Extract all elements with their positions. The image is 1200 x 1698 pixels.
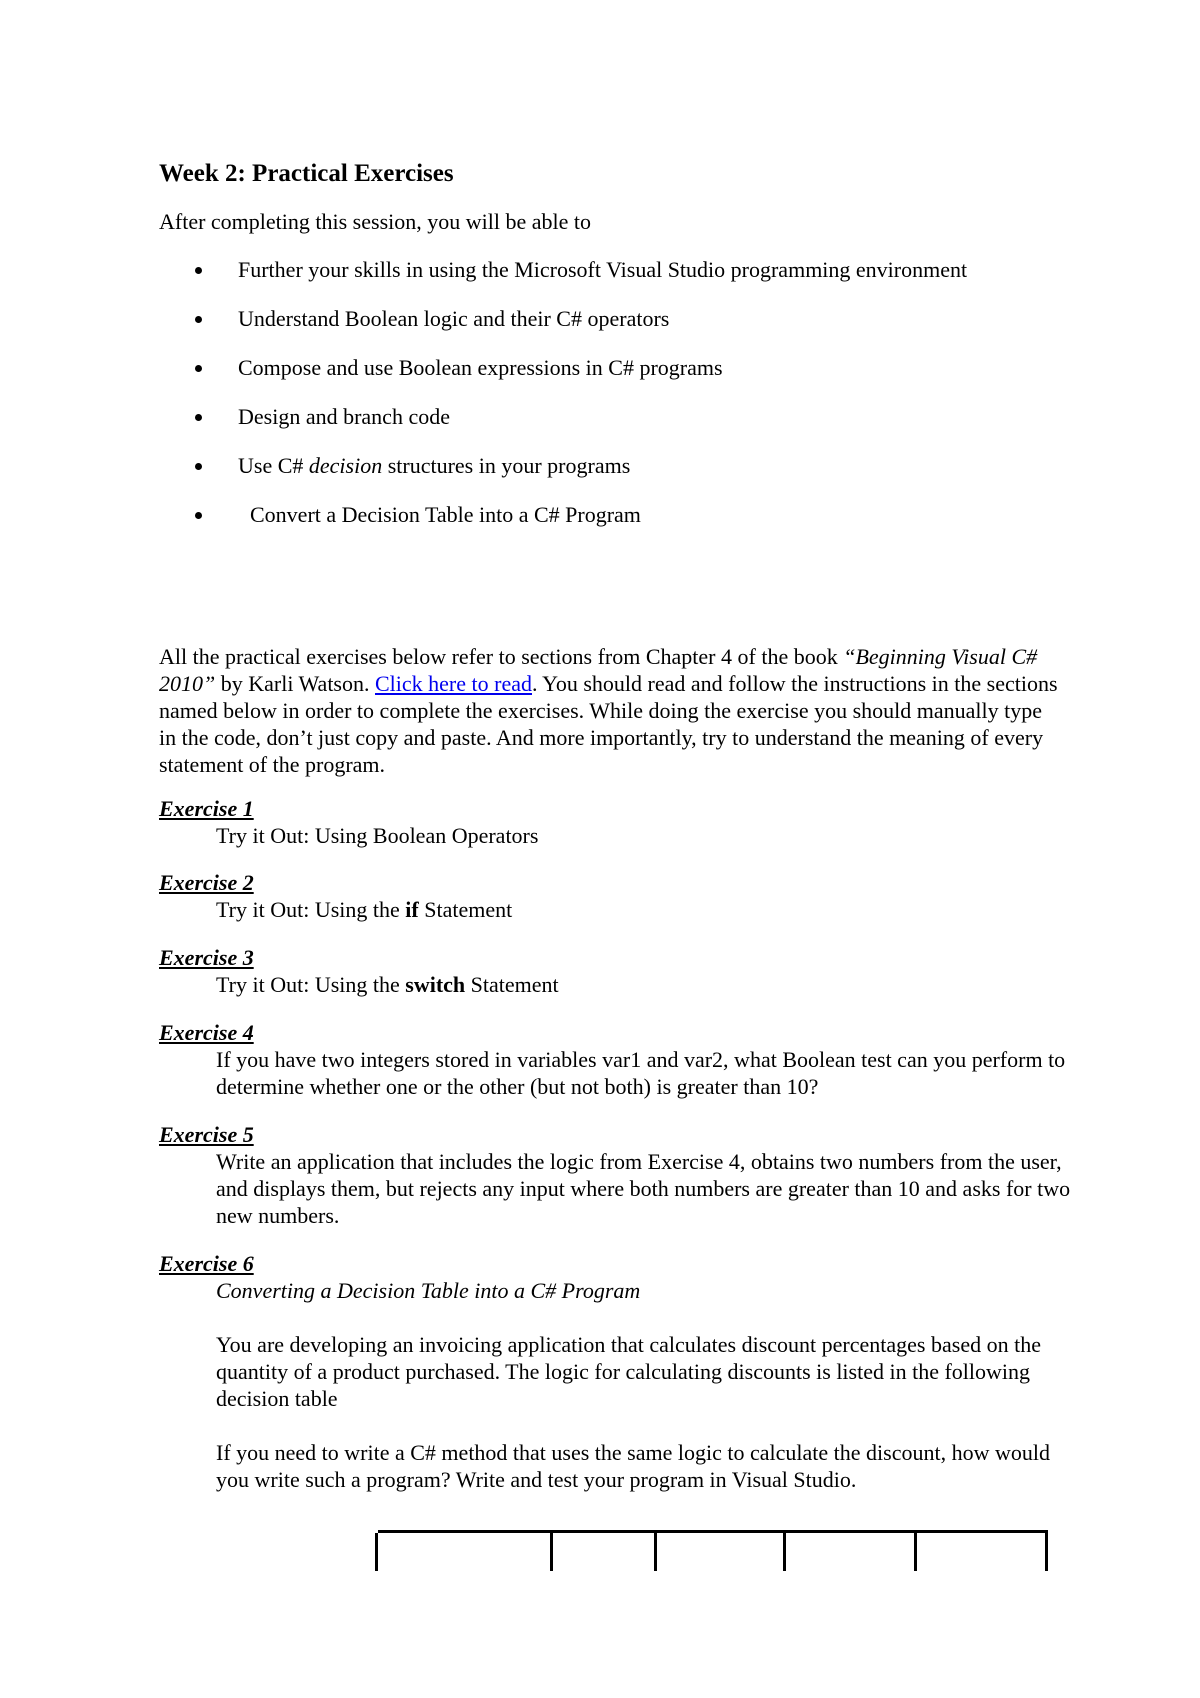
intro-text: After completing this session, you will be able to (159, 209, 591, 234)
exercise-body (216, 896, 1076, 923)
table-border (654, 1533, 657, 1571)
page-title: Week 2: Practical Exercises (159, 160, 454, 187)
objectives-list (159, 256, 1119, 550)
exercise-5 (159, 1121, 1076, 1229)
exercise-body-end: Statement (418, 897, 513, 922)
objective-text: Compose and use Boolean expressions in C# programs (238, 355, 723, 380)
exercise-body (216, 971, 1076, 998)
bullet-icon (195, 267, 202, 274)
exercise-paragraph: You are developing an invoicing application that calculates discount percentages based on the quantity of a product purchased. The logic for calculating discounts is listed in the following decision table (216, 1332, 1041, 1411)
exercise-4 (159, 1019, 1076, 1100)
exercise-3 (159, 944, 1076, 998)
exercise-subtitle: Converting a Decision Table into a C# Program (216, 1278, 641, 1303)
table-border (1045, 1533, 1048, 1571)
bullet-icon (195, 316, 202, 323)
bullet-icon (195, 463, 202, 470)
list-item (159, 305, 1119, 354)
exercise-heading: Exercise 5 (159, 1122, 254, 1147)
objective-text-start: Use C# (238, 453, 309, 478)
table-border (783, 1533, 786, 1571)
book-title: “Beginning Visual C# 2010” (159, 644, 1038, 696)
reading-author: by Karli Watson. (215, 671, 375, 696)
decision-table (378, 1530, 1048, 1573)
table-border (550, 1533, 553, 1571)
exercise-heading: Exercise 4 (159, 1020, 254, 1045)
exercise-body (216, 1277, 1076, 1493)
objective-text: Further your skills in using the Microsoft Visual Studio programming environment (238, 257, 968, 282)
bullet-icon (195, 365, 202, 372)
exercise-heading: Exercise 3 (159, 945, 254, 970)
objective-text: Convert a Decision Table into a C# Program (250, 502, 641, 527)
keyword-if: if (405, 897, 419, 922)
list-item (159, 501, 1119, 550)
table-border (914, 1533, 917, 1571)
objective-text: Understand Boolean logic and their C# operators (238, 306, 670, 331)
objective-text-end: structures in your programs (382, 453, 631, 478)
read-link[interactable]: Click here to read (375, 671, 532, 696)
exercise-body: Try it Out: Using Boolean Operators (216, 823, 539, 848)
table-border (375, 1533, 378, 1571)
exercise-1 (159, 795, 1076, 849)
bullet-icon (195, 512, 202, 519)
list-item (159, 452, 1119, 501)
exercise-body: If you have two integers stored in variables var1 and var2, what Boolean test can you perform to determine whether one or the other (but not both) is greater than 10? (216, 1047, 1066, 1099)
exercise-heading: Exercise 2 (159, 870, 254, 895)
reading-paragraph (159, 643, 1059, 778)
objective-emphasis: decision (308, 453, 383, 478)
bullet-icon (195, 414, 202, 421)
reading-text-start: All the practical exercises below refer to sections from Chapter 4 of the book (159, 644, 844, 669)
list-item (159, 256, 1119, 305)
exercise-6 (159, 1250, 1076, 1493)
exercise-body-end: Statement (465, 972, 559, 997)
keyword-switch: switch (405, 972, 466, 997)
exercise-2 (159, 869, 1076, 923)
exercise-paragraph: If you need to write a C# method that uses the same logic to calculate the discount, how would you write such a program? Write and test your program in Visual Studio. (216, 1440, 1050, 1492)
reading-text-end: . You should read and follow the instructions in the sections named below in order to complete the exercises. While doing the exercise you should manually type in the code, don’t just copy and paste. And more importantly, try to understand the meaning of every statement of the program. (159, 671, 1058, 777)
exercise-body-start: Try it Out: Using the (216, 972, 406, 997)
exercise-body: Write an application that includes the logic from Exercise 4, obtains two numbers from the user, and displays them, but rejects any input where both numbers are greater than 10 and asks for two new numbers. (216, 1149, 1071, 1228)
list-item (159, 354, 1119, 403)
objective-text (238, 452, 630, 480)
exercise-heading: Exercise 1 (159, 796, 254, 821)
exercise-body-start: Try it Out: Using the (216, 897, 406, 922)
objective-text: Design and branch code (238, 404, 450, 429)
exercise-heading: Exercise 6 (159, 1251, 254, 1276)
list-item (159, 403, 1119, 452)
